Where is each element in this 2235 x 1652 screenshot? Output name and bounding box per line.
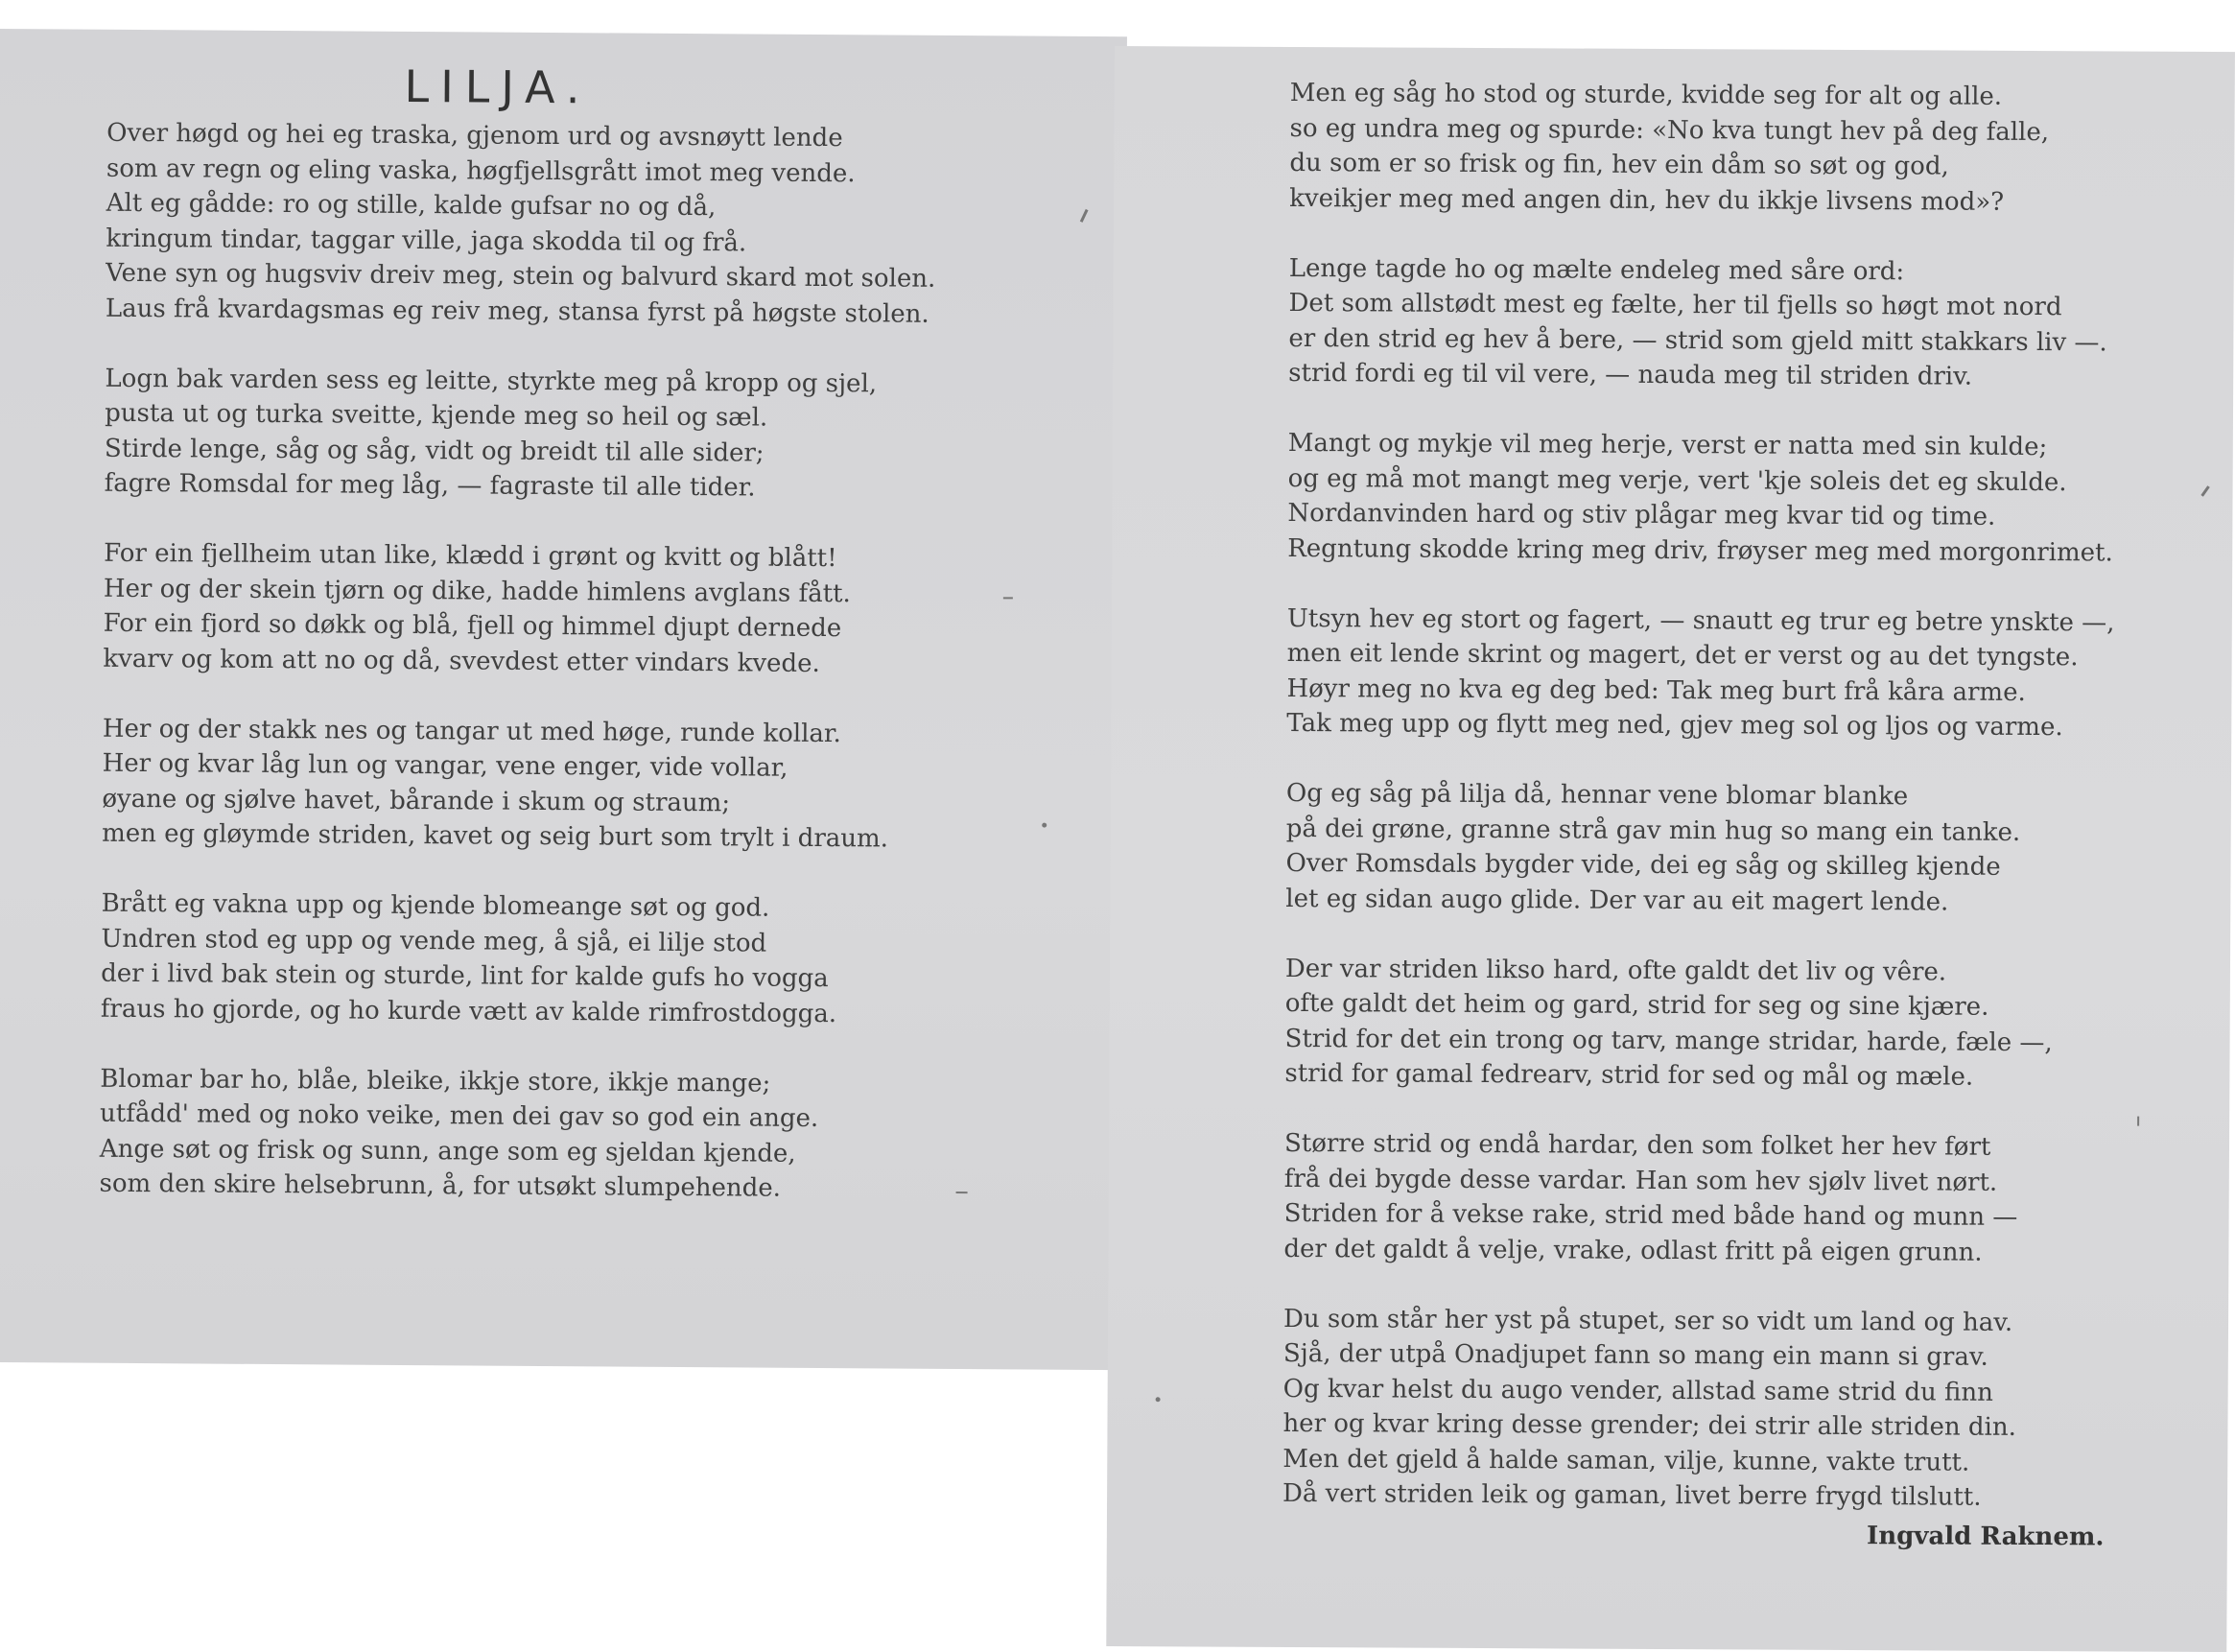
- poem-line: Større strid og endå hardar, den som folket her hev ført: [1283, 1128, 1991, 1162]
- poem-line: der det galdt å velje, vrake, odlast fritt på eigen grunn.: [1283, 1234, 1983, 1267]
- poem-line: Då vert striden leik og gaman, livet berre frygd tilslutt.: [1282, 1478, 1982, 1512]
- stanza: [1285, 776, 2113, 921]
- poem-line: let eg sidan augo glide. Der var au eit magert lende.: [1285, 884, 1949, 917]
- poem-line: Alt eg gådde: ro og stille, kalde gufsar no og då,: [106, 188, 717, 223]
- poem-line: strid fordi eg til vil vere, — nauda meg til striden driv.: [1288, 358, 1973, 391]
- poem-line: Her og der skein tjørn og dike, hadde himlens avglans fått.: [103, 574, 851, 608]
- poem-line: Stirde lenge, såg og såg, vidt og breidt til alle sider;: [104, 434, 765, 468]
- stanza: [1282, 1301, 2111, 1554]
- poem-line: Utsyn hev eg stort og fagert, — snautt eg trur eg betre ynskte —,: [1286, 603, 2115, 637]
- right-column: [1282, 76, 2118, 1554]
- poem-line: fraus ho gjorde, og ho kurde vætt av kalde rimfrostdogga.: [100, 994, 837, 1028]
- poem-line: her og kvar kring desse grender; dei strir alle striden din.: [1282, 1408, 2016, 1442]
- poem-line: Mangt og mykje vil meg herje, verst er natta med sin kulde;: [1287, 428, 2048, 462]
- stanza: [106, 116, 937, 332]
- scan-speck: [1080, 209, 1089, 223]
- poem-line: Lenge tagde ho og mælte endeleg med såre ord:: [1288, 253, 1905, 286]
- poem-line: fagre Romsdal for meg låg, — fagraste til alle tider.: [104, 468, 756, 503]
- poem-line: For ein fjellheim utan like, klædd i grønt og kvitt og blått!: [104, 538, 837, 574]
- poem-line: Logn bak varden sess eg leitte, styrkte meg på kropp og sjel,: [105, 364, 878, 398]
- poem-line: Der var striden likso hard, ofte galdt det liv og vêre.: [1284, 954, 1947, 987]
- poem-line: Tak meg upp og flytt meg ned, gjev meg sol og ljos og varme.: [1286, 708, 2063, 743]
- poem-line: Over høgd og hei eg traska, gjenom urd og avsnøytt lende: [106, 118, 843, 153]
- stanza: [1287, 426, 2115, 571]
- poem-line: der i livd bak stein og sturde, lint for kalde gufs ho vogga: [101, 958, 829, 994]
- stanza: [103, 536, 933, 682]
- poem-line: Men det gjeld å halde saman, vilje, kunne, vakte trutt.: [1282, 1444, 1970, 1477]
- poem-line: kringum tindar, taggar ville, jaga skodda til og frå.: [106, 224, 747, 257]
- poem-line: som av regn og eling vaska, høgfjellsgrått imot meg vende.: [106, 153, 856, 188]
- stanza: [1286, 601, 2114, 745]
- poem-line: du som er so frisk og fin, hev ein dåm so søt og god,: [1289, 148, 1949, 181]
- poem-line: øyane og sjølve havet, bårande i skum og straum;: [102, 784, 731, 817]
- poem-line: frå dei bygde desse vardar. Han som hev sjølv livet nørt.: [1283, 1164, 1998, 1197]
- poem-line: kvarv og kom att no og då, svevdest etter vindars kvede.: [103, 644, 820, 678]
- poem-line: Det som allstødt mest eg fælte, her til fjells so høgt mot nord: [1288, 288, 2062, 322]
- poem-line: er den strid eg hev å bere, — strid som gjeld mitt stakkars liv —.: [1288, 323, 2107, 357]
- stanza: [105, 361, 935, 507]
- scan-speck: [1003, 597, 1013, 599]
- stanza: [99, 1061, 929, 1207]
- poem-line: Sjå, der utpå Onadjupet fann so mang ein mann si grav.: [1282, 1338, 1988, 1372]
- poem-line: so eg undra meg og spurde: «No kva tungt hev på deg falle,: [1289, 113, 2050, 147]
- poem-title: LILJA.: [404, 59, 592, 114]
- poem-line: Laus frå kvardagsmas eg reiv meg, stansa fyrst på høgste stolen.: [105, 294, 929, 329]
- author-signature: Ingvald Raknem.: [1867, 1521, 2105, 1551]
- poem-line: Brått eg vakna upp og kjende blomeange søt og god.: [101, 888, 770, 923]
- poem-line: Undren stod eg upp og vende meg, å sjå, ei lilje stod: [101, 924, 767, 958]
- stanza: [1284, 951, 2112, 1096]
- right-page: [1106, 46, 2235, 1652]
- poem-line: og eg må mot mangt meg verje, vert 'kje soleis det eg skulde.: [1287, 463, 2067, 497]
- poem-line: Nordanvinden hard og stiv plågar meg kvar tid og time.: [1287, 498, 1996, 531]
- poem-line: Ange søt og frisk og sunn, ange som eg sjeldan kjende,: [99, 1134, 796, 1168]
- poem-line: Og eg såg på lilja då, hennar vene blomar blanke: [1285, 778, 1909, 812]
- stanza: [1288, 250, 2116, 395]
- scan-speck: [1042, 823, 1047, 828]
- stanza: [1283, 1126, 2111, 1271]
- stanza: [1289, 76, 2117, 221]
- poem-line: Du som står her yst på stupet, ser so vidt um land og hav.: [1282, 1304, 2013, 1337]
- poem-line: på dei grøne, granne strå gav min hug so mang ein tanke.: [1285, 814, 2021, 847]
- poem-line: utfådd' med og noko veike, men dei gav so god ein ange.: [100, 1098, 819, 1133]
- left-column: [99, 116, 936, 1208]
- poem-line: Over Romsdals bygder vide, dei eg såg og skilleg kjende: [1285, 848, 2001, 882]
- poem-line: Høyr meg no kva eg deg bed: Tak meg burt frå kåra arme.: [1286, 673, 2026, 707]
- poem-line: Regntung skodde kring meg driv, frøyser meg med morgonrimet.: [1287, 533, 2113, 567]
- scan-speck: [2200, 485, 2209, 497]
- poem-line: kveikjer meg med angen din, hev du ikkje livsens mod»?: [1289, 183, 2005, 217]
- poem-line: som den skire helsebrunn, å, for utsøkt slumpehende.: [99, 1168, 782, 1203]
- scan-speck: [2137, 1117, 2139, 1126]
- poem-line: For ein fjord so døkk og blå, fjell og himmel djupt dernede: [103, 608, 842, 644]
- poem-line: strid for gamal fedrearv, strid for sed og mål og mæle.: [1284, 1058, 1974, 1092]
- scan-speck: [1156, 1397, 1161, 1402]
- poem-line: men eit lende skrint og magert, det er verst og au det tyngste.: [1286, 638, 2079, 673]
- poem-line: Vene syn og hugsviv dreiv meg, stein og balvurd skard mot solen.: [106, 258, 936, 294]
- poem-line: Her og der stakk nes og tangar ut med høge, runde kollar.: [102, 714, 841, 748]
- poem-line: Men eg såg ho stod og sturde, kvidde seg for alt og alle.: [1289, 78, 2003, 111]
- poem-line: Og kvar helst du augo vender, allstad same strid du finn: [1282, 1374, 1993, 1407]
- poem-line: Blomar bar ho, blåe, bleike, ikkje store, ikkje mange;: [100, 1064, 771, 1098]
- poem-line: pusta ut og turka sveitte, kjende meg so heil og sæl.: [105, 398, 768, 433]
- scan-speck: [956, 1192, 968, 1193]
- left-page: [0, 29, 1127, 1370]
- poem-line: ofte galdt det heim og gard, strid for seg og sine kjære.: [1284, 988, 1989, 1022]
- poem-line: Her og kvar låg lun og vangar, vene enger, vide vollar,: [102, 748, 788, 783]
- stanza: [102, 711, 932, 857]
- stanza: [101, 886, 931, 1032]
- poem-line: Strid for det ein trong og tarv, mange stridar, harde, fæle —,: [1284, 1024, 2053, 1057]
- poem-line: men eg gløymde striden, kavet og seig burt som trylt i draum.: [102, 818, 889, 854]
- poem-line: Striden for å vekse rake, strid med både hand og munn —: [1283, 1198, 2018, 1232]
